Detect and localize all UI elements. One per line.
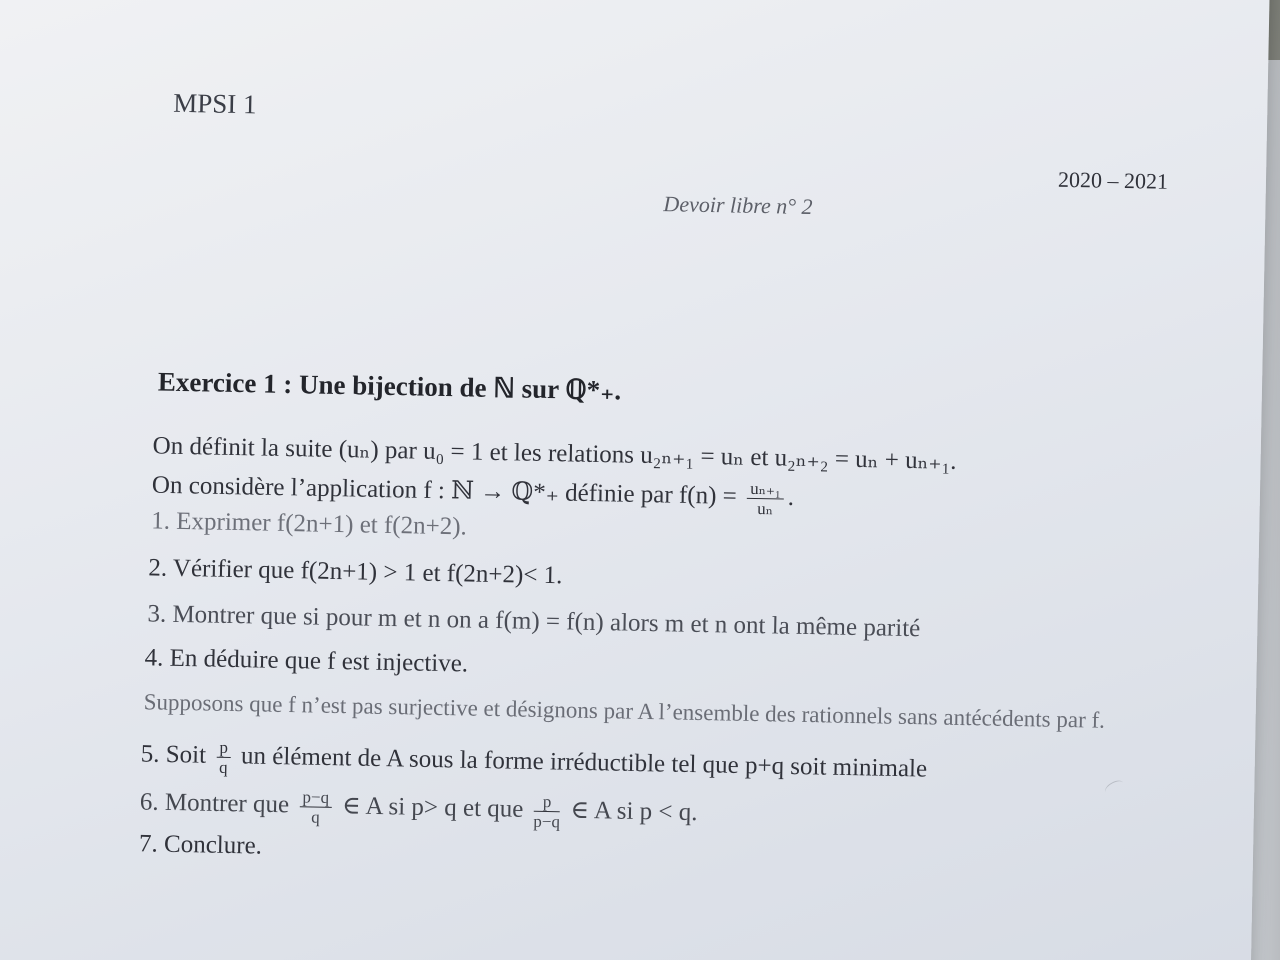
fraction-numerator: uₙ₊₁ (747, 480, 784, 500)
question-6-lead: 6. Montrer que (139, 788, 290, 819)
intro-function-text: On considère l’application f : ℕ → ℚ*₊ définie par f(n) = (151, 471, 738, 510)
function-fraction (747, 480, 784, 518)
class-name: MPSI 1 (173, 87, 257, 120)
question-5-lead: 5. Soit (140, 740, 207, 769)
supposition-statement: Supposons que f n’est pas surjective et désignons par A l’ensemble des rationnels sans antécédents par f. (143, 689, 1106, 733)
fraction-numerator: p (216, 739, 231, 758)
question-6-fraction-1 (299, 788, 332, 826)
question-3: 3. Montrer que si pour m et n on a f(m) = f(n) alors m et n ont la même parité (147, 600, 921, 643)
question-4: 4. En déduire que f est injective. (144, 644, 469, 678)
fraction-numerator: p (534, 793, 561, 813)
intro-sequence-definition: On définit la suite (uₙ) par u₀ = 1 et les relations u₂ₙ₊₁ = uₙ et u₂ₙ₊₂ = uₙ + uₙ₊₁. (152, 432, 957, 475)
question-6-end: ∈ A si p < q. (570, 796, 698, 827)
pencil-mark (1103, 778, 1126, 797)
question-2: 2. Vérifier que f(2n+1) > 1 et f(2n+2)< 1. (148, 554, 563, 590)
question-1: 1. Exprimer f(2n+1) et f(2n+2). (151, 507, 468, 541)
fraction-denominator: q (218, 757, 228, 777)
fraction-denominator: q (311, 807, 320, 827)
question-7: 7. Conclure. (138, 830, 263, 860)
school-year: 2020 – 2021 (1057, 166, 1169, 194)
question-6-middle: ∈ A si p> q et que (341, 792, 524, 823)
document-title: Devoir libre n° 2 (663, 191, 813, 220)
question-5-rest: un élément de A sous la forme irréductible tel que p+q soit minimale (240, 742, 928, 783)
exercise-title: Exercice 1 : Une bijection de ℕ sur ℚ*₊. (157, 366, 622, 406)
intro-function-period: . (787, 483, 795, 511)
question-5 (140, 737, 927, 789)
fraction-numerator: p−q (299, 788, 332, 808)
fraction-denominator: uₙ (757, 499, 774, 519)
fraction-denominator: p−q (533, 811, 561, 832)
question-6 (139, 785, 697, 833)
question-6-fraction-2 (533, 793, 560, 831)
question-5-fraction (216, 739, 231, 776)
